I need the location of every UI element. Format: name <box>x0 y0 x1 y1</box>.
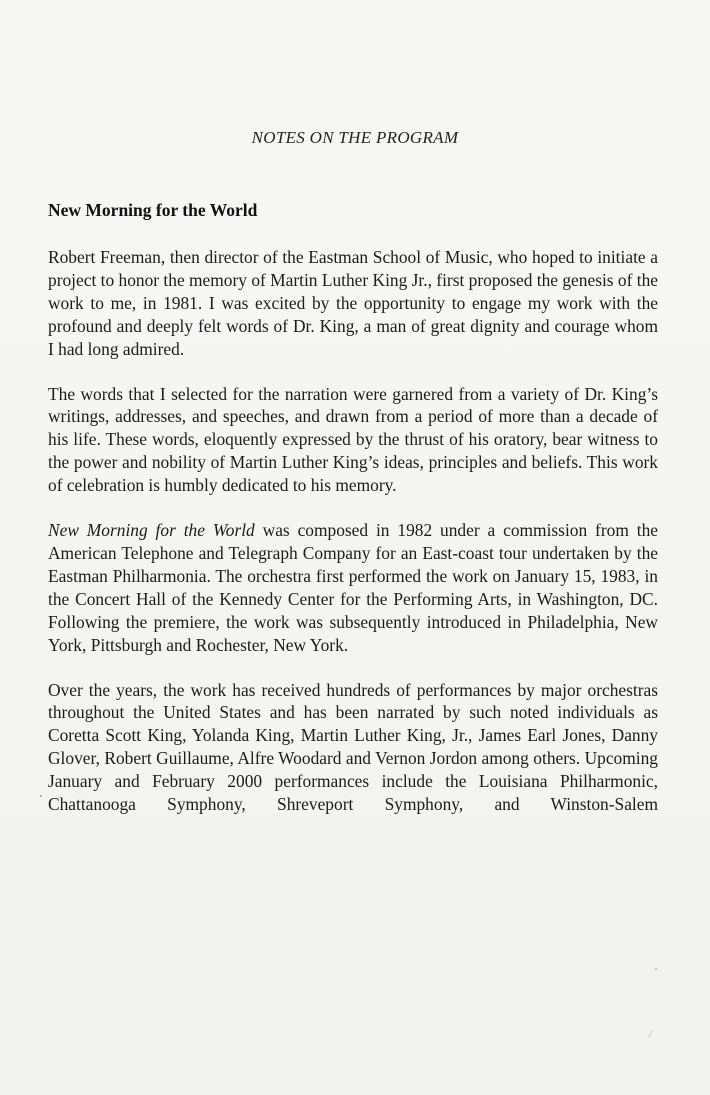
body-text <box>48 246 658 838</box>
paragraph-1-text: Robert Freeman, then director of the Eastman School of Music, who hoped to initiate a project to honor the memory of Martin Luther King Jr., first proposed the genesis of the work to me, in 1981. I was excited by the opportunity to engage my work with the profound and deeply felt words of Dr. King, a man of great dignity and courage whom I had long admired. <box>48 247 658 359</box>
work-title-italic: New Morning for the World <box>48 520 255 541</box>
section-title: New Morning for the World <box>48 200 258 220</box>
page-heading: NOTES ON THE PROGRAM <box>251 128 459 147</box>
paragraph-3 <box>48 519 658 656</box>
paragraph-3-text: was composed in 1982 under a commission from the American Telephone and Telegraph Company for an East-coast tour undertaken by the Eastman Philharmonia. The orchestra first performed the work on January 15, 1983, in the Concert Hall of the Kennedy Center for the Performing Arts, in Washington, DC. Following the premiere, the work was subsequently introduced in Philadelphia, New York, Pittsburgh and Rochester, New York. <box>48 520 658 655</box>
paragraph-2 <box>48 383 658 498</box>
paper-speck <box>648 1030 653 1037</box>
paragraph-4 <box>48 679 658 816</box>
paper-speck <box>655 968 657 970</box>
paragraph-4-text: Over the years, the work has received hundreds of performances by major orchestras throughout the United States and has been narrated by such noted individuals as Coretta Scott King, Yolanda King, Martin Luther King, Jr., James Earl Jones, Danny Glover, Robert Guillaume, Alfre Woodard and Vernon Jordon among others. Upcoming January and February 2000 performances include the Louisiana Philharmonic, Chattanooga Symphony, Shreveport Symphony, and Winston-Salem <box>48 679 658 815</box>
paragraph-1 <box>48 246 658 361</box>
paragraph-2-text: The words that I selected for the narration were garnered from a variety of Dr. King’s writings, addresses, and speeches, and drawn from a period of more than a decade of his life. These words, eloquently expressed by the thrust of his oratory, bear witness to the power and nobility of Martin Luther King’s ideas, principles and beliefs. This work of celebration is humbly dedicated to his memory. <box>48 383 658 496</box>
paper-speck <box>40 795 42 797</box>
